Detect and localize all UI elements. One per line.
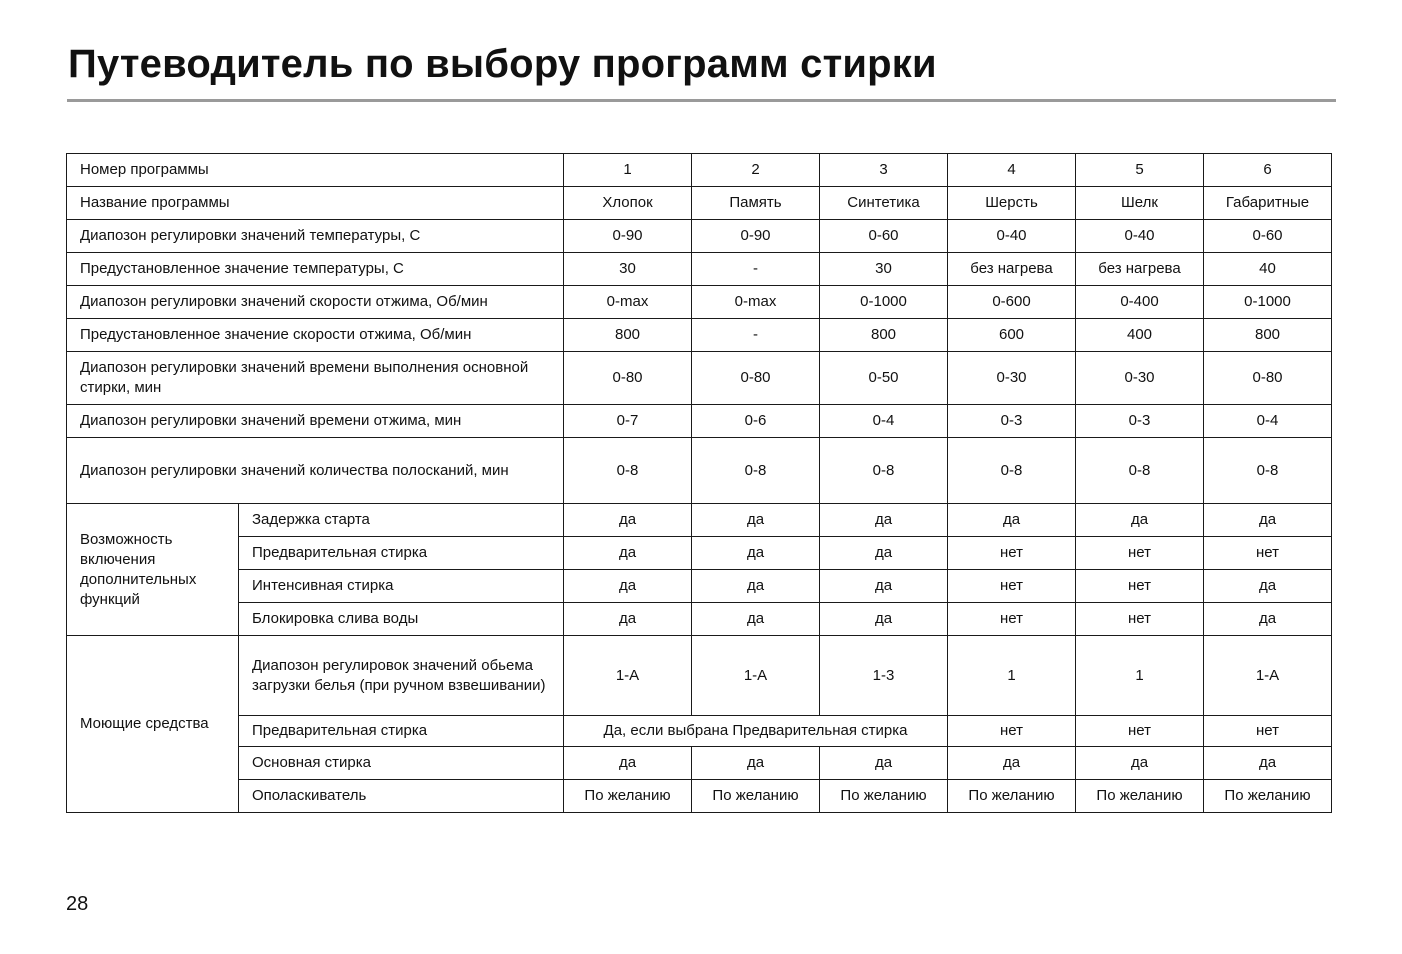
table-cell: 0-max: [692, 286, 820, 319]
table-cell: Шерсть: [948, 187, 1076, 220]
table-cell: без нагрева: [1076, 253, 1204, 286]
table-cell: По желанию: [564, 780, 692, 813]
table-cell: да: [1204, 504, 1332, 537]
table-cell: 0-1000: [820, 286, 948, 319]
table-cell: да: [692, 570, 820, 603]
row-label-prewash: Предварительная стирка: [239, 537, 564, 570]
row-label-intensive-wash: Интенсивная стирка: [239, 570, 564, 603]
table-row: [67, 537, 1332, 570]
table-row: [67, 504, 1332, 537]
table-row: [67, 253, 1332, 286]
table-row: [67, 187, 1332, 220]
row-label-default-spin-speed: Предустановленное значение скорости отжима, Об/мин: [67, 319, 564, 352]
table-cell: 2: [692, 154, 820, 187]
table-cell: Шелк: [1076, 187, 1204, 220]
table-row: [67, 405, 1332, 438]
row-label-main-wash: Основная стирка: [239, 747, 564, 780]
table-cell: 800: [564, 319, 692, 352]
table-cell: нет: [1204, 537, 1332, 570]
table-cell: По желанию: [820, 780, 948, 813]
table-row: [67, 636, 1332, 716]
table-cell: нет: [1076, 570, 1204, 603]
table-cell: да: [692, 504, 820, 537]
table-cell: да: [564, 747, 692, 780]
table-cell: да: [1204, 747, 1332, 780]
table-cell: 0-30: [948, 352, 1076, 405]
table-cell: нет: [948, 537, 1076, 570]
row-label-spin-time: Диапозон регулировки значений времени отжима, мин: [67, 405, 564, 438]
table-cell: 1: [948, 636, 1076, 716]
table-cell: Синтетика: [820, 187, 948, 220]
table-cell: 6: [1204, 154, 1332, 187]
table-cell: 1: [1076, 636, 1204, 716]
row-label-program-name: Название программы: [67, 187, 564, 220]
table-row: [67, 716, 1332, 747]
table-cell: 1-3: [820, 636, 948, 716]
table-cell: 1: [564, 154, 692, 187]
row-label-program-number: Номер программы: [67, 154, 564, 187]
table-cell: 30: [564, 253, 692, 286]
table-cell: да: [820, 603, 948, 636]
table-cell: да: [692, 537, 820, 570]
row-label-temperature-range: Диапозон регулировки значений температуры, С: [67, 220, 564, 253]
table-cell: да: [820, 570, 948, 603]
table-row: [67, 319, 1332, 352]
table-row: [67, 747, 1332, 780]
page-title: Путеводитель по выбору программ стирки: [68, 42, 937, 86]
table-row: [67, 286, 1332, 319]
table-cell: 400: [1076, 319, 1204, 352]
table-cell: 3: [820, 154, 948, 187]
table-cell: 4: [948, 154, 1076, 187]
table-cell: 1-A: [692, 636, 820, 716]
table-cell: 0-90: [692, 220, 820, 253]
table-cell: 0-30: [1076, 352, 1204, 405]
table-cell: 0-8: [692, 438, 820, 504]
table-cell: да: [564, 537, 692, 570]
table-cell: 800: [1204, 319, 1332, 352]
table-cell: без нагрева: [948, 253, 1076, 286]
table-row: [67, 603, 1332, 636]
table-cell: 0-90: [564, 220, 692, 253]
table-cell: 0-80: [1204, 352, 1332, 405]
table-cell: да: [948, 504, 1076, 537]
table-cell: 0-80: [692, 352, 820, 405]
table-cell: -: [692, 319, 820, 352]
table-row: [67, 780, 1332, 813]
table-cell: По желанию: [1076, 780, 1204, 813]
table-cell: нет: [1076, 603, 1204, 636]
table-cell: нет: [948, 570, 1076, 603]
table-cell: нет: [948, 603, 1076, 636]
table-cell: да: [1076, 747, 1204, 780]
table-cell: да: [692, 747, 820, 780]
table-cell: По желанию: [1204, 780, 1332, 813]
table-cell: 0-8: [1204, 438, 1332, 504]
row-label-delay-start: Задержка старта: [239, 504, 564, 537]
table-cell: 0-40: [1076, 220, 1204, 253]
group-label-extra-functions: Возможность включения дополнительных функций: [67, 504, 239, 636]
table-cell: 0-1000: [1204, 286, 1332, 319]
table-cell: нет: [948, 716, 1076, 747]
table-cell: 0-8: [948, 438, 1076, 504]
table-cell: да: [820, 747, 948, 780]
table-cell: 0-80: [564, 352, 692, 405]
table-cell: да: [564, 603, 692, 636]
table-cell: 0-600: [948, 286, 1076, 319]
table-cell: 0-60: [1204, 220, 1332, 253]
page-number: 28: [66, 893, 89, 915]
row-label-detergent-prewash: Предварительная стирка: [239, 716, 564, 747]
table-cell: 5: [1076, 154, 1204, 187]
row-label-rinse-count: Диапозон регулировки значений количества полосканий, мин: [67, 438, 564, 504]
table-cell: нет: [1076, 537, 1204, 570]
table-cell: По желанию: [692, 780, 820, 813]
table-cell: да: [820, 537, 948, 570]
title-divider: [67, 99, 1336, 102]
table-cell: 0-60: [820, 220, 948, 253]
table-cell: 40: [1204, 253, 1332, 286]
table-cell: 0-400: [1076, 286, 1204, 319]
table-cell: 1-A: [1204, 636, 1332, 716]
table-cell: 1-A: [564, 636, 692, 716]
row-label-spin-speed-range: Диапозон регулировки значений скорости отжима, Об/мин: [67, 286, 564, 319]
program-guide-table: [66, 153, 1332, 813]
table-cell: Габаритные: [1204, 187, 1332, 220]
merged-cell-prewash-condition: Да, если выбрана Предварительная стирка: [564, 716, 948, 747]
table-cell: 0-50: [820, 352, 948, 405]
table-cell: 0-8: [1076, 438, 1204, 504]
table-cell: да: [564, 570, 692, 603]
table-cell: По желанию: [948, 780, 1076, 813]
row-label-softener: Ополаскиватель: [239, 780, 564, 813]
table-row: [67, 570, 1332, 603]
table-cell: 600: [948, 319, 1076, 352]
table-cell: Память: [692, 187, 820, 220]
table-row: [67, 352, 1332, 405]
table-cell: да: [948, 747, 1076, 780]
table-cell: 0-3: [948, 405, 1076, 438]
table-cell: да: [1076, 504, 1204, 537]
table-cell: 0-8: [820, 438, 948, 504]
table-cell: 0-4: [1204, 405, 1332, 438]
table-cell: да: [1204, 603, 1332, 636]
table-cell: нет: [1204, 716, 1332, 747]
table-cell: 0-8: [564, 438, 692, 504]
table-cell: 0-max: [564, 286, 692, 319]
table-cell: 0-4: [820, 405, 948, 438]
table-cell: 0-6: [692, 405, 820, 438]
row-label-drain-lock: Блокировка слива воды: [239, 603, 564, 636]
table-cell: 800: [820, 319, 948, 352]
row-label-default-temperature: Предустановленное значение температуры, С: [67, 253, 564, 286]
table-cell: да: [692, 603, 820, 636]
table-cell: -: [692, 253, 820, 286]
table-cell: Хлопок: [564, 187, 692, 220]
table-row: [67, 154, 1332, 187]
table-cell: 0-40: [948, 220, 1076, 253]
row-label-load-volume: Диапозон регулировок значений обьема загрузки белья (при ручном взвешивании): [239, 636, 564, 716]
table-cell: да: [564, 504, 692, 537]
table-cell: 0-7: [564, 405, 692, 438]
table-row: [67, 438, 1332, 504]
group-label-detergents: Моющие средства: [67, 636, 239, 813]
table-cell: да: [820, 504, 948, 537]
table-cell: 30: [820, 253, 948, 286]
table-cell: 0-3: [1076, 405, 1204, 438]
row-label-main-wash-time: Диапозон регулировки значений времени выполнения основной стирки, мин: [67, 352, 564, 405]
table-cell: нет: [1076, 716, 1204, 747]
table-cell: да: [1204, 570, 1332, 603]
table-row: [67, 220, 1332, 253]
